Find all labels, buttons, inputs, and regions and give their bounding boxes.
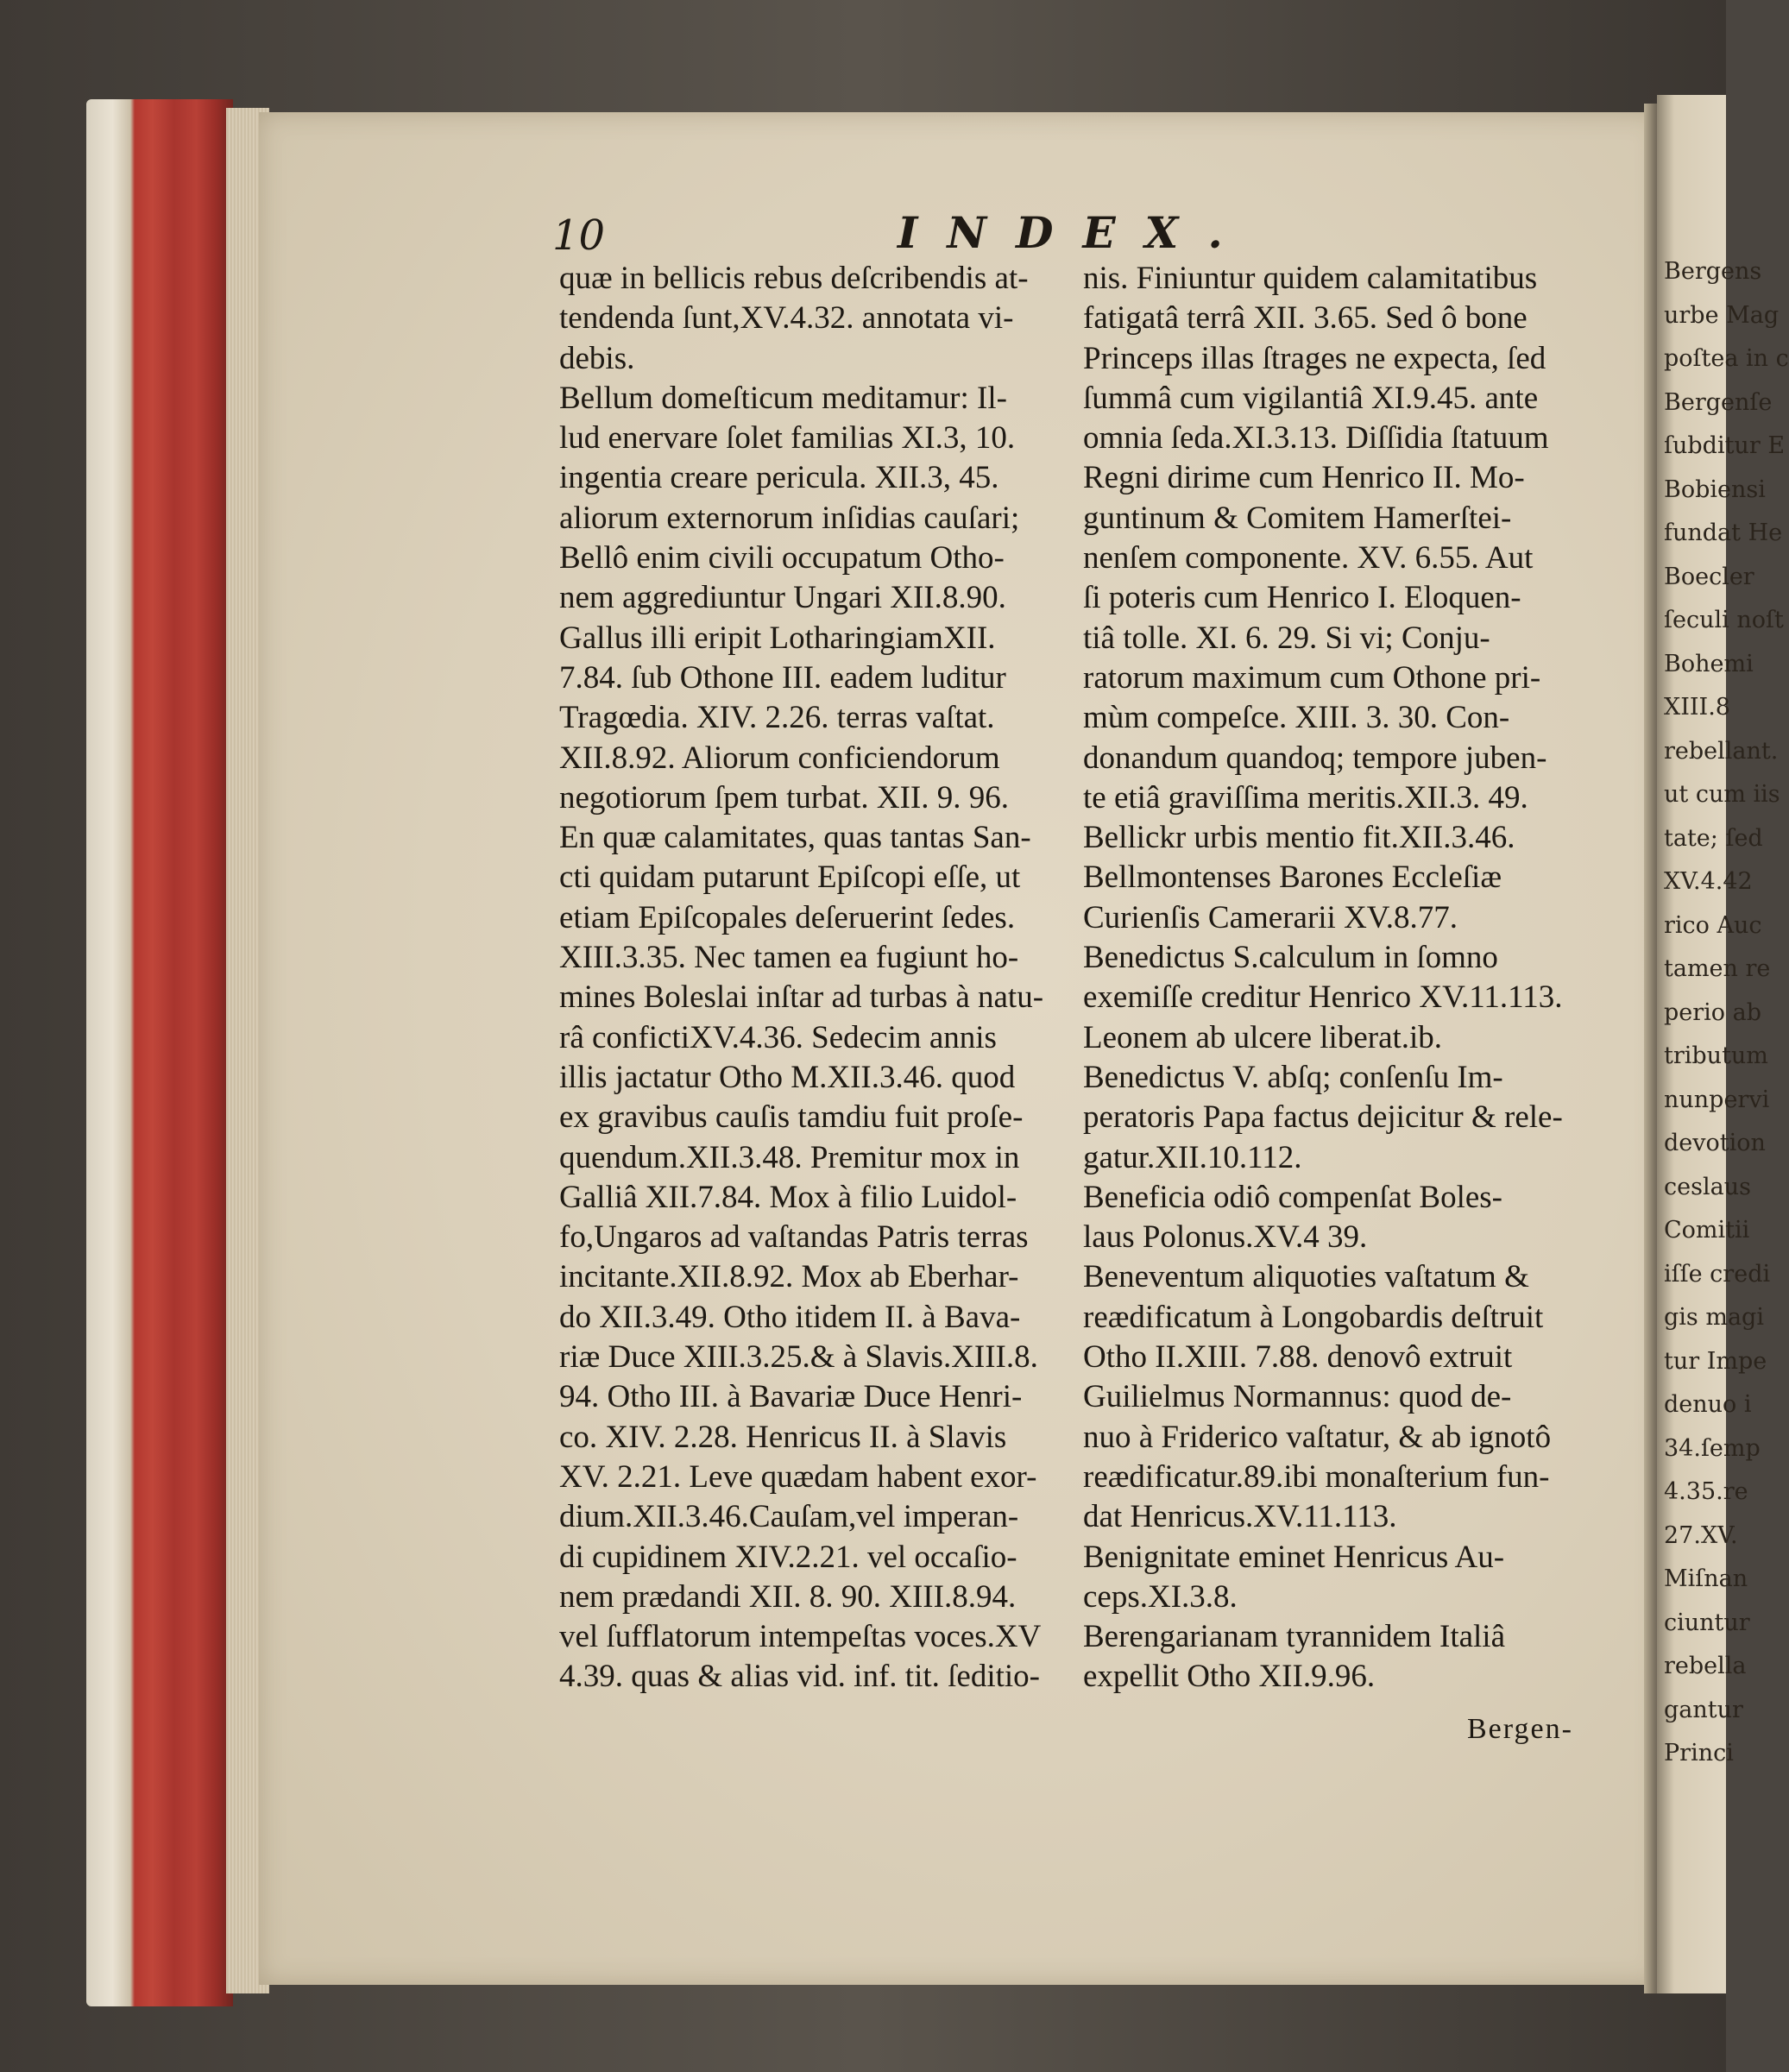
index-line: fo,Ungaros ad vaſtandas Patris terras [559, 1219, 1029, 1256]
index-line: Galliâ XII.7.84. Mox à filio Luidol- [559, 1179, 1017, 1215]
index-line: XIII.3.35. Nec tamen ea fugiunt ho- [559, 940, 1019, 976]
index-line: peratoris Papa factus dejicitur & rele- [1083, 1099, 1563, 1136]
page-number: 10 [552, 211, 606, 260]
right-text-column [1083, 259, 1609, 1697]
facing-page-line: XV.4.42 [1664, 868, 1753, 895]
index-line: nis. Finiuntur quidem calamitatibus [1083, 261, 1538, 296]
facing-page-text [1664, 250, 1789, 1776]
index-line: ſummâ cum vigilantiâ XI.9.45. ante [1083, 380, 1539, 416]
facing-page-line: Bergenſe [1664, 388, 1773, 416]
index-line: mùm compeſce. XIII. 3. 30. Con- [1083, 700, 1510, 736]
index-line: 94. Otho III. à Bavariæ Duce Henri- [559, 1379, 1023, 1415]
index-line: Guilielmus Normannus: quod de- [1083, 1379, 1512, 1415]
index-line: nem aggrediuntur Ungari XII.8.90. [559, 580, 1006, 616]
index-line: tiâ tolle. XI. 6. 29. Si vi; Conju- [1083, 620, 1490, 656]
facing-page-line: 34.ſemp [1664, 1434, 1761, 1462]
index-line: Bellmontenses Barones Eccleſiæ [1083, 860, 1502, 896]
index-line: fatigatâ terrâ XII. 3.65. Sed ô bone [1083, 300, 1528, 337]
index-line: te etiâ graviſſima meritis.XII.3. 49. [1083, 779, 1528, 816]
facing-page-line: gis magi [1664, 1304, 1764, 1331]
index-line: debis. [559, 340, 635, 376]
index-line: Tragœdia. XIV. 2.26. terras vaſtat. [559, 700, 995, 736]
facing-page-line: rebella [1664, 1653, 1747, 1679]
index-line: Regni dirime cum Henrico II. Mo- [1083, 460, 1525, 496]
facing-page-line: nunpervi [1664, 1086, 1770, 1113]
facing-page-line: Princi [1664, 1740, 1734, 1767]
catchword: Bergen- [1467, 1713, 1573, 1745]
index-line: Benedictus S.calculum in ſomno [1083, 940, 1498, 976]
facing-page-line: fundat He [1664, 520, 1783, 546]
index-line: Otho II.XIII. 7.88. denovô extruit [1083, 1339, 1513, 1376]
index-line: omnia ſeda.XI.3.13. Diſſidia ſtatuum [1083, 420, 1549, 457]
facing-page-line: poſtea in c [1664, 345, 1789, 372]
index-line: nenſem componente. XV. 6.55. Aut [1083, 540, 1534, 576]
index-line: negotiorum ſpem turbat. XII. 9. 96. [559, 779, 1009, 816]
facing-page-line: rico Auc [1664, 911, 1762, 939]
facing-page-line: Bobiensi [1664, 475, 1766, 503]
facing-page [1657, 95, 1789, 1993]
facing-page-line: iſſe credi [1664, 1260, 1771, 1288]
left-text-column [559, 259, 1087, 1697]
index-line: donandum quandoq; tempore juben- [1083, 740, 1547, 776]
facing-page-line: denuo i [1664, 1391, 1752, 1418]
index-line: 4.39. quas & alias vid. inf. tit. ſeditio- [559, 1659, 1040, 1695]
index-line: incitante.XII.8.92. Mox ab Eberhar- [559, 1259, 1019, 1295]
index-line: riæ Duce XIII.3.25.& à Slavis.XIII.8. [559, 1339, 1038, 1376]
index-line: di cupidinem XIV.2.21. vel occaſio- [559, 1539, 1017, 1575]
facing-page-line: devotion [1664, 1130, 1766, 1156]
running-head: INDEX. [898, 207, 1252, 258]
facing-page-line: ciuntur [1664, 1609, 1750, 1636]
facing-page-line: urbe Mag [1664, 301, 1780, 329]
index-line: vel ſufflatorum intempeſtas voces.XV [559, 1619, 1042, 1655]
facing-page-line: tributum [1664, 1042, 1768, 1069]
facing-page-line: ceslaus [1664, 1173, 1751, 1200]
index-line: 7.84. ſub Othone III. eadem luditur [559, 659, 1006, 696]
facing-page-line: Miſnan [1664, 1565, 1748, 1592]
index-line: quendum.XII.3.48. Premitur mox in [559, 1139, 1020, 1175]
facing-page-line: tate; ſed [1664, 824, 1763, 852]
index-line: Bellô enim civili occupatum Otho- [559, 540, 1005, 576]
index-line: Leonem ab ulcere liberat.ib. [1083, 1019, 1443, 1055]
index-line: ſi poteris cum Henrico I. Eloquen- [1083, 580, 1521, 616]
facing-page-line: Comitii [1664, 1217, 1750, 1244]
index-line: tendenda ſunt,XV.4.32. annotata vi- [559, 300, 1014, 337]
index-line: Berengarianam tyrannidem Italiâ [1083, 1619, 1506, 1655]
index-line: nuo à Friderico vaſtatur, & ab ignotô [1083, 1419, 1552, 1455]
index-line: do XII.3.49. Otho itidem II. à Bava- [559, 1299, 1021, 1335]
facing-page-line: 27.XV. [1664, 1521, 1738, 1549]
index-line: Bellickr urbis mentio fit.XII.3.46. [1083, 820, 1515, 856]
index-line: dium.XII.3.46.Cauſam,vel imperan- [559, 1499, 1019, 1535]
index-line: mines Boleslai inſtar ad turbas à natu- [559, 979, 1044, 1016]
facing-page-line: 4.35.re [1664, 1478, 1748, 1505]
index-line: exemiſſe creditur Henrico XV.11.113. [1083, 979, 1563, 1016]
facing-page-line: perio ab [1664, 998, 1762, 1026]
facing-page-line: gantur [1664, 1696, 1743, 1723]
facing-page-line: ſubditur E [1664, 432, 1786, 459]
index-line: XV. 2.21. Leve quædam habent exor- [559, 1458, 1037, 1495]
index-line: aliorum externorum inſidias cauſari; [559, 500, 1020, 536]
index-line: reædificatum à Longobardis deſtruit [1083, 1299, 1544, 1335]
index-line: Bellum domeſticum meditamur: Il- [559, 380, 1007, 416]
index-line: lud enervare ſolet familias XI.3, 10. [559, 420, 1016, 457]
index-line: guntinum & Comitem Hamerſtei- [1083, 500, 1512, 536]
index-line: laus Polonus.XV.4 39. [1083, 1219, 1368, 1256]
index-line: ratorum maximum cum Othone pri- [1083, 659, 1541, 696]
book-fore-edge [86, 99, 233, 2006]
index-line: reædificatur.89.ibi monaſterium fun- [1083, 1458, 1550, 1495]
index-line: Beneventum aliquoties vaſtatum & [1083, 1259, 1529, 1295]
index-line: nem prædandi XII. 8. 90. XIII.8.94. [559, 1578, 1017, 1615]
facing-page-line: XIII.8 [1664, 694, 1730, 721]
index-line: En quæ calamitates, quas tantas San- [559, 820, 1031, 856]
facing-page-line: Boecler [1664, 563, 1754, 590]
facing-page-line: ut cum iis [1664, 781, 1780, 808]
index-line: ingentia creare pericula. XII.3, 45. [559, 460, 999, 496]
facing-page-line: rebellant. [1664, 737, 1779, 765]
index-line: cti quidam putarunt Epiſcopi eſſe, ut [559, 860, 1021, 896]
index-line: quæ in bellicis rebus deſcribendis at- [559, 261, 1029, 296]
index-line: ceps.XI.3.8. [1083, 1578, 1238, 1615]
facing-page-line: Bergens [1664, 258, 1762, 285]
facing-page-line: ſeculi noſt [1664, 607, 1784, 633]
facing-page-line: Bohemi [1664, 650, 1754, 677]
index-line: Curienſis Camerarii XV.8.77. [1083, 899, 1458, 935]
index-line: Beneficia odiô compenſat Boles- [1083, 1179, 1502, 1215]
index-line: Benignitate eminet Henricus Au- [1083, 1539, 1505, 1575]
index-line: co. XIV. 2.28. Henricus II. à Slavis [559, 1419, 1007, 1455]
index-line: gatur.XII.10.112. [1083, 1139, 1302, 1175]
facing-page-line: tur Impe [1664, 1347, 1767, 1375]
index-line: illis jactatur Otho M.XII.3.46. quod [559, 1059, 1016, 1095]
index-line: Princeps illas ſtrages ne expecta, ſed [1083, 340, 1546, 376]
index-line: Gallus illi eripit LotharingiamXII. [559, 620, 996, 656]
index-line: râ confictiXV.4.36. Sedecim annis [559, 1019, 997, 1055]
index-line: expellit Otho XII.9.96. [1083, 1659, 1376, 1695]
index-line: dat Henricus.XV.11.113. [1083, 1499, 1397, 1535]
index-line: XII.8.92. Aliorum conficiendorum [559, 740, 1000, 776]
facing-page-line: tamen re [1664, 955, 1771, 982]
index-line: ex gravibus cauſis tamdiu fuit proſe- [559, 1099, 1024, 1136]
index-line: etiam Epiſcopales deſeruerint ſedes. [559, 899, 1016, 935]
index-line: Benedictus V. abſq; conſenſu Im- [1083, 1059, 1503, 1095]
